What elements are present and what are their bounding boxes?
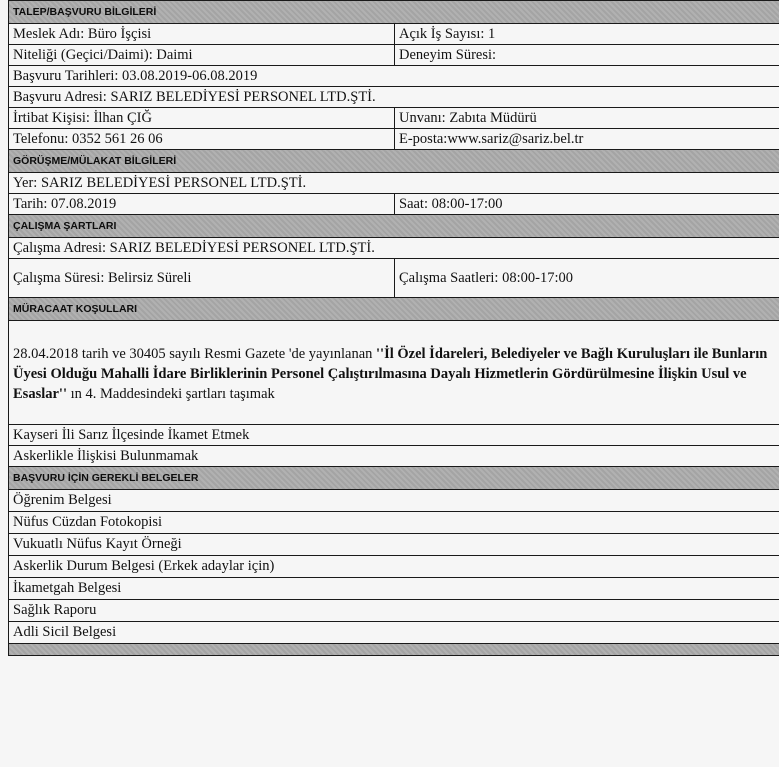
row-belge-3 [9, 534, 779, 556]
paragraph-regulation-title: ''İl Özel İdareleri, Belediyeler ve Bağlı Kuruluşları ile Bunların Üyesi Olduğu Mahalli İdare Birliklerinin Personel Çalıştırılmasına Dayalı Hizmetlerin Gördürülmesine İlişkin Usul ve Esaslar'' [13, 345, 768, 402]
kosul-askerlik-cell: Askerlikle İlişkisi Bulunmamak [9, 446, 779, 467]
row-irtibat [9, 108, 779, 129]
row-belge-6 [9, 600, 779, 622]
row-belge-5 [9, 578, 779, 600]
irtibat-cell: İrtibat Kişisi: İlhan ÇIĞ [9, 108, 395, 129]
row-calisma-adres [9, 238, 779, 259]
basvuru-adres-cell: Başvuru Adresi: SARIZ BELEDİYESİ PERSONEL LTD.ŞTİ. [9, 87, 779, 108]
row-yer [9, 173, 779, 194]
section-title-calisma: ÇALIŞMA ŞARTLARI [9, 215, 779, 238]
eposta-cell: E-posta:www.sariz@sariz.bel.tr [395, 129, 779, 150]
yer-cell: Yer: SARIZ BELEDİYESİ PERSONEL LTD.ŞTİ. [9, 173, 779, 194]
unvan-cell: Unvanı: Zabıta Müdürü [395, 108, 779, 129]
row-meslek [9, 24, 779, 45]
calisma-sure-cell: Çalışma Süresi: Belirsiz Süreli [9, 259, 395, 298]
section-title-muracaat: MÜRACAAT KOŞULLARI [9, 298, 779, 321]
section-title-belgeler: BAŞVURU İÇİN GEREKLİ BELGELER [9, 467, 779, 490]
row-adres [9, 87, 779, 108]
section-header-calisma [9, 215, 779, 238]
belge-adli-sicil: Adli Sicil Belgesi [9, 622, 779, 644]
belge-ikametgah: İkametgah Belgesi [9, 578, 779, 600]
belge-askerlik: Askerlik Durum Belgesi (Erkek adaylar için) [9, 556, 779, 578]
section-title-gorusme: GÖRÜŞME/MÜLAKAT BİLGİLERİ [9, 150, 779, 173]
meslek-cell: Meslek Adı: Büro İşçisi [9, 24, 395, 45]
section-title-next [9, 644, 779, 656]
row-belge-4 [9, 556, 779, 578]
row-tarih-saat [9, 194, 779, 215]
paragraph-intro: 28.04.2018 tarih ve 30405 sayılı Resmi Gazete 'de yayınlanan [13, 345, 377, 362]
saat-cell: Saat: 08:00-17:00 [395, 194, 779, 215]
job-posting-table [8, 0, 779, 656]
muracaat-paragraph [9, 321, 779, 425]
row-muracaat-paragraph [9, 321, 779, 425]
acik-is-cell: Açık İş Sayısı: 1 [395, 24, 779, 45]
belge-ogrenim: Öğrenim Belgesi [9, 490, 779, 512]
section-header-belgeler [9, 467, 779, 490]
section-header-next-cut [9, 644, 779, 656]
kosul-ikamet-cell: Kayseri İli Sarız İlçesinde İkamet Etmek [9, 425, 779, 446]
row-tarihler [9, 66, 779, 87]
deneyim-cell: Deneyim Süresi: [395, 45, 779, 66]
nitelik-cell: Niteliği (Geçici/Daimi): Daimi [9, 45, 395, 66]
section-header-talep [9, 1, 779, 24]
row-nitelik [9, 45, 779, 66]
row-belge-2 [9, 512, 779, 534]
belge-nufus-kayit: Vukuatlı Nüfus Kayıt Örneği [9, 534, 779, 556]
belge-nufus-cuzdan: Nüfus Cüzdan Fotokopisi [9, 512, 779, 534]
row-calisma-sure [9, 259, 779, 298]
tarihler-cell: Başvuru Tarihleri: 03.08.2019-06.08.2019 [9, 66, 779, 87]
belge-saglik: Sağlık Raporu [9, 600, 779, 622]
tarih-cell: Tarih: 07.08.2019 [9, 194, 395, 215]
telefon-cell: Telefonu: 0352 561 26 06 [9, 129, 395, 150]
section-title-talep: TALEP/BAŞVURU BİLGİLERİ [9, 1, 779, 24]
paragraph-outro: ın 4. Maddesindeki şartları taşımak [66, 385, 275, 402]
calisma-adres-cell: Çalışma Adresi: SARIZ BELEDİYESİ PERSONEL LTD.ŞTİ. [9, 238, 779, 259]
row-kosul-2 [9, 446, 779, 467]
row-belge-1 [9, 490, 779, 512]
row-kosul-1 [9, 425, 779, 446]
row-belge-7 [9, 622, 779, 644]
section-header-muracaat [9, 298, 779, 321]
section-header-gorusme [9, 150, 779, 173]
calisma-saatleri-cell: Çalışma Saatleri: 08:00-17:00 [395, 259, 779, 298]
row-telefon [9, 129, 779, 150]
